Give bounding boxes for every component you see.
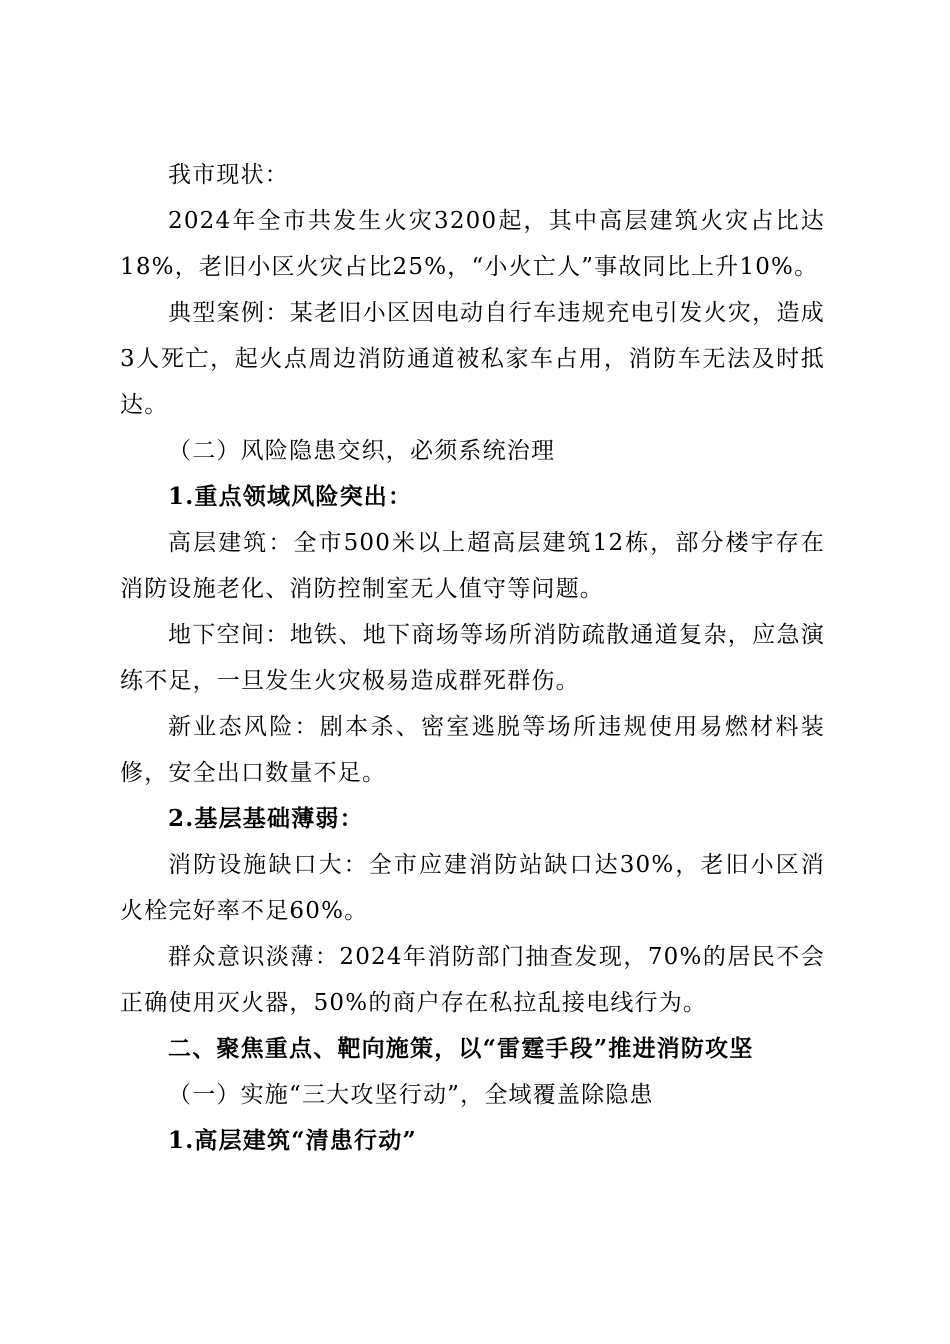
section-heading-risks: （二）风险隐患交织，必须系统治理 (168, 438, 556, 464)
document-page (120, 152, 825, 1164)
subheading-high-rise-action: 1.高层建筑“清患行动” (168, 1127, 417, 1154)
paragraph-fire-statistics: 2024年全市共发生火灾3200起，其中高层建筑火灾占比达18%，老旧小区火灾占比25%，“小火亡人”事故同比上升10%。 (120, 208, 825, 280)
paragraph-high-rise: 高层建筑：全市500米以上超高层建筑12栋，部分楼宇存在消防设施老化、消防控制室无人值守等问题。 (120, 530, 825, 602)
subheading-grassroots: 2.基层基础薄弱： (168, 805, 364, 832)
paragraph-status-heading: 我市现状： (168, 162, 289, 188)
paragraph-underground: 地下空间：地铁、地下商场等场所消防疏散通道复杂，应急演练不足，一旦发生火灾极易造成群死群伤。 (120, 622, 825, 694)
section-heading-three-actions: （一）实施“三大攻坚行动”，全域覆盖除隐患 (168, 1082, 654, 1108)
paragraph-public-awareness: 群众意识淡薄：2024年消防部门抽查发现，70%的居民不会正确使用灭火器，50%的商户存在私拉乱接电线行为。 (120, 944, 825, 1016)
paragraph-facility-gap: 消防设施缺口大：全市应建消防站缺口达30%，老旧小区消火栓完好率不足60%。 (120, 852, 825, 924)
paragraph-new-business: 新业态风险：剧本杀、密室逃脱等场所违规使用易燃材料装修，安全出口数量不足。 (120, 714, 825, 786)
chapter-heading-two: 二、聚焦重点、靶向施策，以“雷霆手段”推进消防攻坚 (168, 1035, 754, 1062)
subheading-key-areas: 1.重点领域风险突出： (168, 483, 413, 510)
paragraph-typical-case: 典型案例：某老旧小区因电动自行车违规充电引发火灾，造成3人死亡，起火点周边消防通道被私家车占用，消防车无法及时抵达。 (120, 300, 825, 418)
